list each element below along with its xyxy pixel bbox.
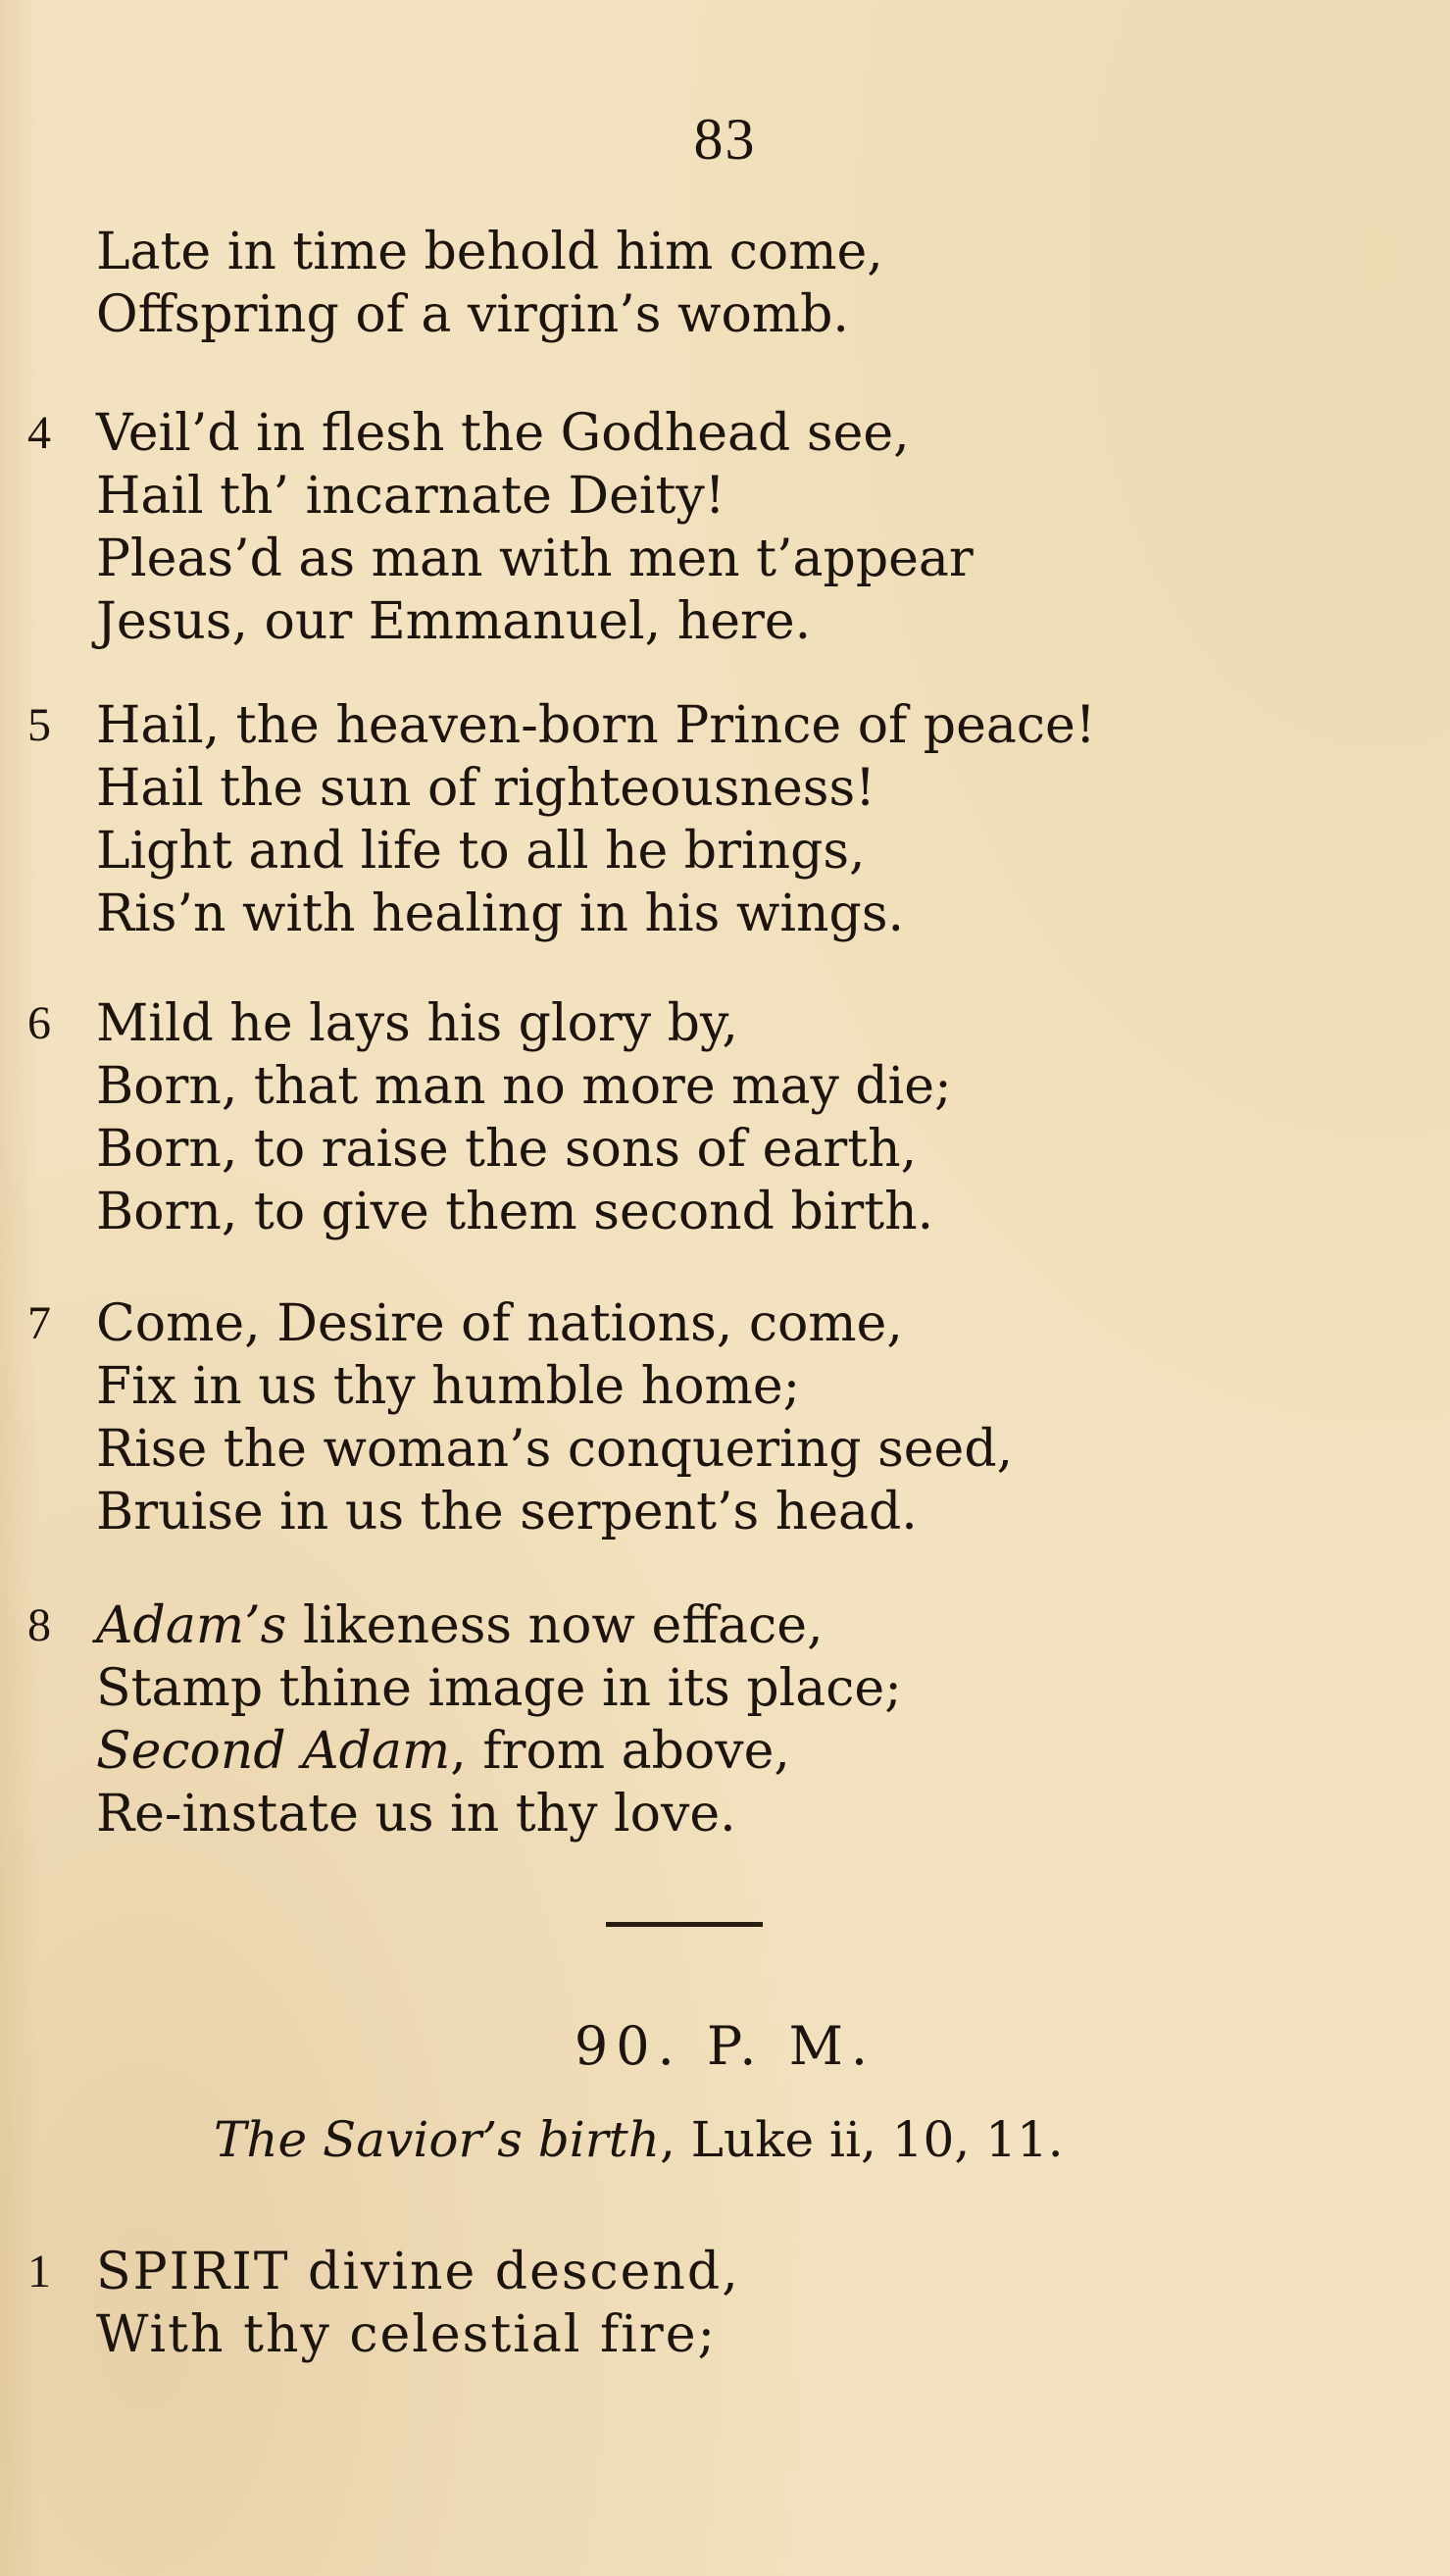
stanza-number: 4 [27, 407, 51, 459]
verse-line: With thy celestial fire; [96, 2305, 718, 2364]
verse-line: Ris’n with healing in his wings. [96, 884, 905, 943]
verse-line [96, 1594, 824, 1657]
verse-line: Hail th’ incarnate Deity! [96, 467, 725, 526]
hymn-subtitle-reference: , Luke ii, 10, 11. [659, 2111, 1064, 2168]
hymn-heading: 90. P. M. [574, 2015, 876, 2077]
verse-line: Hail the sun of righteousness! [96, 759, 876, 818]
verse-line: Pleas’d as man with men t’appear [96, 530, 974, 588]
verse-line: Hail, the heaven-born Prince of peace! [96, 696, 1096, 755]
stanza-number: 8 [27, 1599, 51, 1651]
verse-line: SPIRIT divine descend, [96, 2243, 740, 2301]
verse-line: Fix in us thy humble home; [96, 1357, 801, 1416]
verse-line [96, 1720, 790, 1783]
verse-line: Born, to give them second birth. [96, 1183, 934, 1241]
verse-line: Born, that man no more may die; [96, 1057, 952, 1116]
hymn-subtitle-title: The Savior’s birth [214, 2111, 660, 2168]
verse-line: Stamp thine image in its place; [96, 1659, 902, 1718]
verse-line: Mild he lays his glory by, [96, 994, 738, 1053]
stanza-number: 5 [27, 699, 51, 751]
verse-text: , from above, [450, 1722, 790, 1781]
verse-text: likeness now efface, [286, 1596, 824, 1655]
verse-line: Rise the woman’s conquering seed, [96, 1420, 1014, 1479]
hymn-subtitle [214, 2108, 1064, 2171]
stanza-number: 1 [27, 2246, 51, 2298]
italic-name: Adam’s [96, 1596, 287, 1655]
verse-line: Jesus, our Emmanuel, here. [96, 592, 812, 651]
verse-line: Late in time behold him come, [96, 223, 883, 281]
verse-line: Light and life to all he brings, [96, 822, 866, 881]
verse-line: Re-instate us in thy love. [96, 1785, 736, 1844]
verse-line: Veil’d in flesh the Godhead see, [96, 404, 910, 463]
stanza-number: 7 [27, 1297, 51, 1349]
stanza-number: 6 [27, 997, 51, 1049]
page-number: 83 [693, 107, 757, 172]
verse-line: Born, to raise the sons of earth, [96, 1120, 918, 1179]
section-divider [606, 1922, 763, 1927]
verse-line: Come, Desire of nations, come, [96, 1294, 903, 1353]
italic-name: Second Adam [96, 1722, 451, 1781]
verse-line: Offspring of a virgin’s womb. [96, 285, 849, 344]
verse-line: Bruise in us the serpent’s head. [96, 1483, 918, 1541]
